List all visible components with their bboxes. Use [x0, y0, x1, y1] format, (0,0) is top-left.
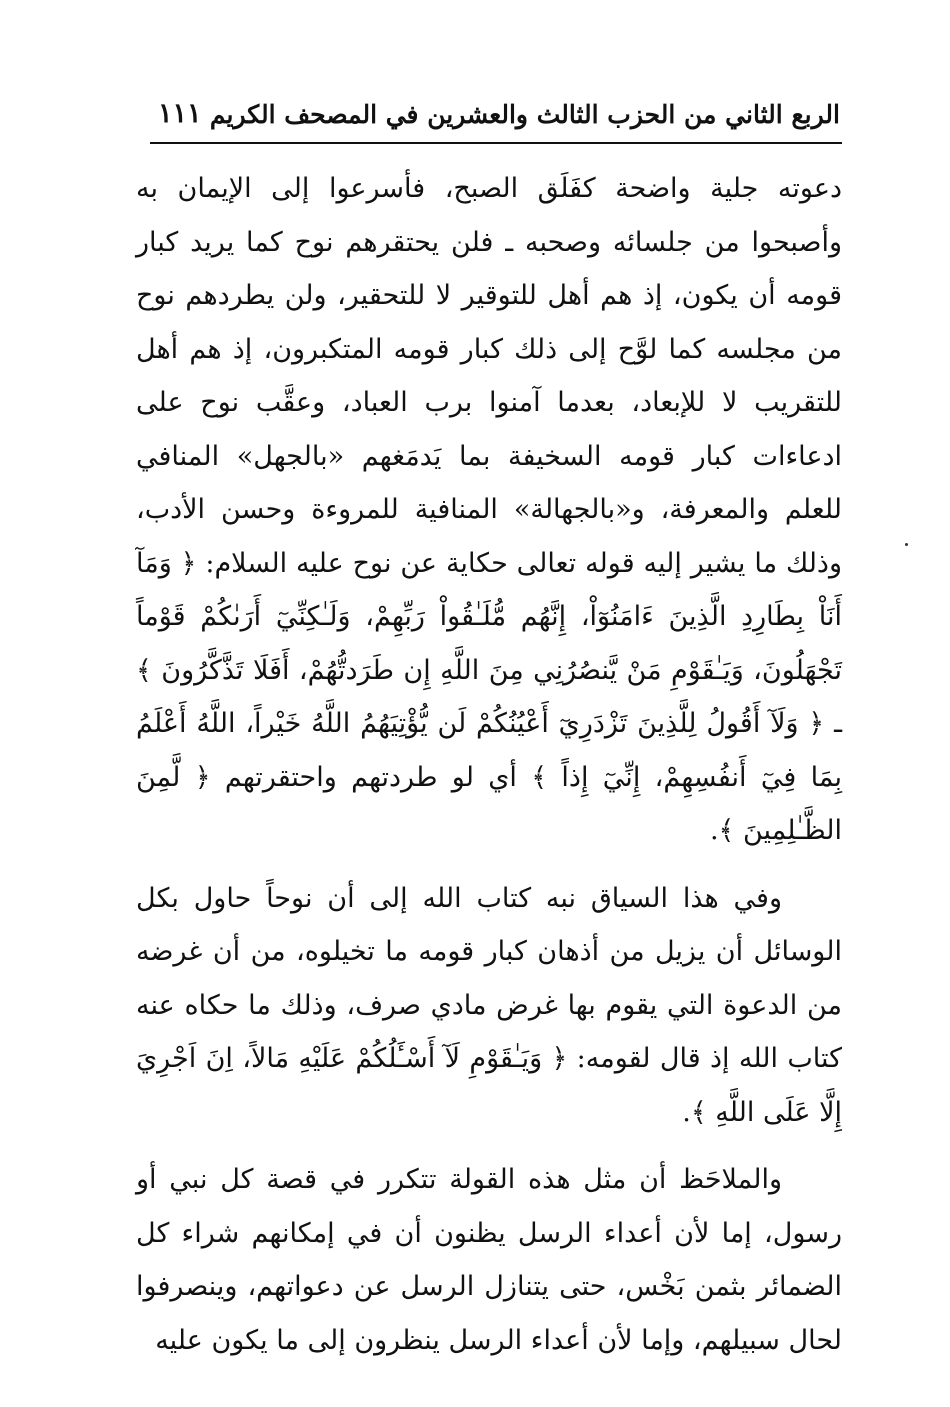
body-text — [136, 162, 842, 1367]
header-divider — [150, 142, 842, 144]
paragraph: والملاحَظ أن مثل هذه القولة تتكرر في قصة كل نبي أو رسول، إما لأن أعداء الرسل يظنون أن في إمكانهم شراء كل الضمائر بثمن بَخْس، حتى يتنازل الرسل عن دعواتهم، وينصرفوا لحال سبيلهم، وإما لأن أعداء الرسل ينظرون إلى ما يكون عليه — [136, 1164, 842, 1356]
scan-speck — [905, 543, 908, 546]
page-number: ١١١ — [158, 98, 202, 129]
running-header — [150, 92, 840, 140]
running-header-title: الربع الثاني من الحزب الثالث والعشرين في المصحف الكريم — [209, 100, 840, 129]
paragraph: دعوته جلية واضحة كفَلَق الصبح، فأسرعوا إلى الإيمان به وأصبحوا من جلسائه وصحبه ـ فلن يحتقرهم نوح كما يريد كبار قومه أن يكون، إذ هم أهل للتوقير لا للتحقير، ولن يطردهم نوح من مجلسه كما لوَّح إلى ذلك كبار قومه المتكبرون، إذ هم أهل للتقريب لا للإبعاد، بعدما آمنوا برب العباد، وعقَّب نوح على ادعاءات كبار قومه السخيفة بما يَدمَغهم «بالجهل» المنافي للعلم والمعرفة، و«بالجهالة» المنافية للمروءة وحسن الأدب، وذلك ما يشير إليه قوله تعالى حكاية عن نوح عليه السلام: ﴿ وَمَآ أَنَاْ بِطَارِدِ الَّذِينَ ءَامَنُوٓاْ، إِنَّهُم مُّلَـٰقُواْ رَبِّهِمْ، وَلَـٰكِنِّيٓ أَرَىٰكُمْ قَوْماً تَجْهَلُونَ، وَيَـٰقَوْمِ مَنْ يَّنصُرُنِي مِنَ اللَّهِ إِن طَرَدتُّهُمْ، أَفَلَا تَذَّكَّرُونَ ﴾ ـ ﴿ وَلَآ أَقُولُ لِلَّذِينَ تَزْدَرِيٓ أَعْيُنُكُمْ لَن يُّؤْتِيَهُمُ اللَّهُ خَيْراً، اللَّهُ أَعْلَمُ بِمَا فِيٓ أَنفُسِهِمْ، إِنِّيٓ إِذاً ﴾ أي لو طردتهم واحتقرتهم ﴿ لَّمِنَ الظَّـٰلِمِينَ ﴾. — [136, 173, 842, 846]
paragraph: وفي هذا السياق نبه كتاب الله إلى أن نوحاً حاول بكل الوسائل أن يزيل من أذهان كبار قومه ما تخيلوه، من أن غرضه من الدعوة التي يقوم بها غرض مادي صرف، وذلك ما حكاه عنه كتاب الله إذ قال لقومه: ﴿ وَيَـٰقَوْمِ لَآ أَسْـَٔلُكُمْ عَلَيْهِ مَالاً، اِنَ اَجْرِيَ إِلَّا عَلَى اللَّهِ ﴾. — [136, 882, 842, 1128]
